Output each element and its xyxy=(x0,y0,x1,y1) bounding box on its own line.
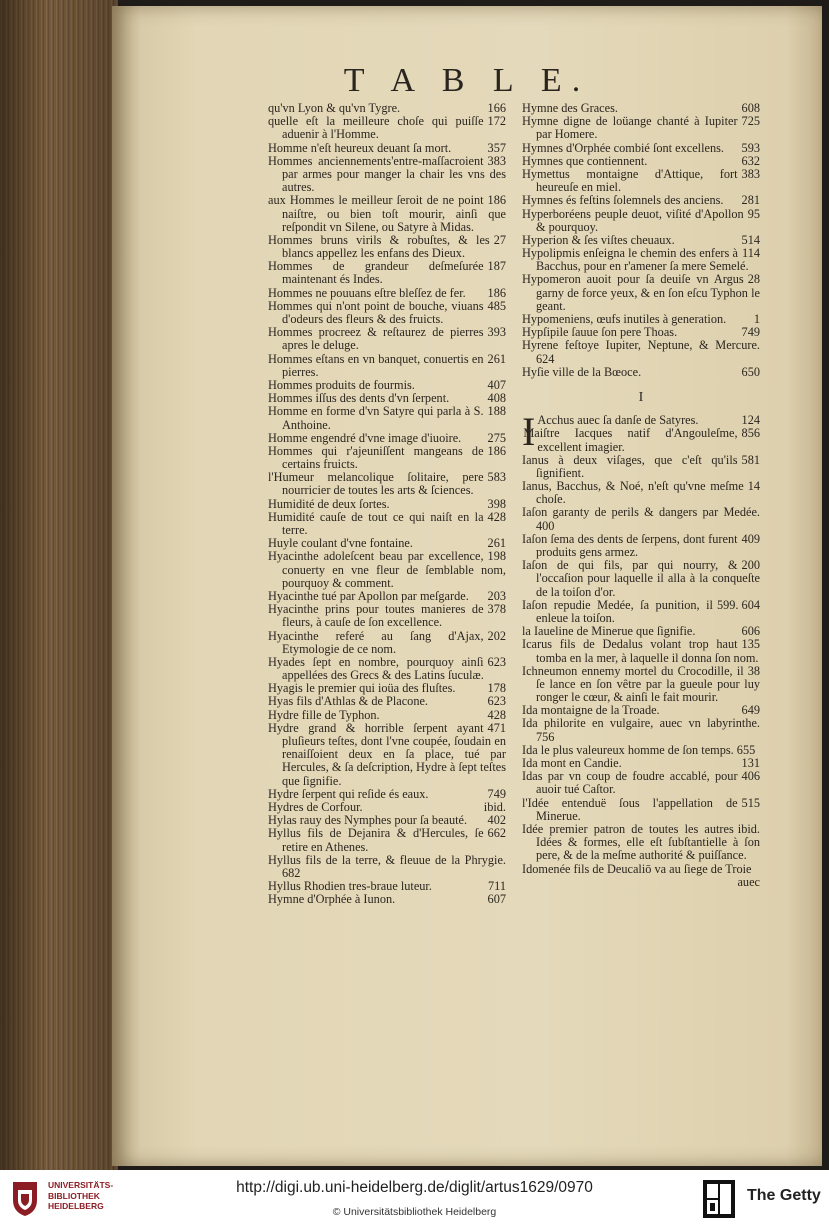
entry-page-number: 515 xyxy=(741,795,760,810)
index-entry xyxy=(522,366,760,379)
entry-text: Ida mont en Candie. xyxy=(522,756,622,770)
entry-text: Hymettus montaigne d'Attique, fort heureuſe en miel. xyxy=(522,166,738,195)
entry-page-number: 407 xyxy=(487,377,506,392)
entry-page-number: 28 xyxy=(747,272,760,287)
entry-page-number: 662 xyxy=(487,826,506,841)
entry-page-number: 649 xyxy=(741,703,760,718)
entry-text: Hommes produits de fourmis. xyxy=(268,377,415,392)
entry-page-number: 135 xyxy=(741,637,760,652)
index-entry xyxy=(268,234,506,260)
entry-text: Hyas fils d'Athlas & de Placone. xyxy=(268,694,428,709)
entry-text: Idée premier patron de toutes les autres Idées & formes, elle eſt ſubſtantielle à ſon pere, & de la meſme authorité & puiſſance. xyxy=(522,821,760,863)
entry-page-number: 606 xyxy=(741,624,760,639)
entry-page-number: 599. 604 xyxy=(716,597,760,612)
entry-text: qu'vn Lyon & qu'vn Tygre. xyxy=(268,101,401,115)
entry-text: Homme engendré d'vne image d'iuoire. xyxy=(268,430,462,445)
entry-text: Homme n'eſt heureux deuant ſa mort. xyxy=(268,140,452,155)
entry-text: Hypomeniens, œufs inutiles à generation. xyxy=(522,312,727,326)
index-entry xyxy=(522,427,760,453)
index-entry xyxy=(268,603,506,629)
entry-text: Hymne digne de loüange chanté à Iupiter par Homere. xyxy=(522,114,738,142)
index-entry xyxy=(268,260,506,286)
uni-name-line: UNIVERSITÄTS- xyxy=(48,1180,114,1190)
entry-page-number: 281 xyxy=(741,193,760,208)
entry-text: Hyacinthe adoleſcent beau par excellence, conuerty en vne fleur de ſemblable nom, pourquoy & comment. xyxy=(268,549,506,590)
index-entry xyxy=(268,630,506,656)
index-entry xyxy=(522,533,760,559)
entry-page-number: 261 xyxy=(487,351,506,366)
permalink-url[interactable]: http://digi.ub.uni-heidelberg.de/diglit/artus1629/0970 xyxy=(236,1179,593,1196)
entry-page-number: 166 xyxy=(487,101,506,115)
index-entry xyxy=(268,300,506,326)
index-entry xyxy=(268,511,506,537)
right-column xyxy=(522,102,760,889)
entry-text: Hyperboréens peuple deuot, viſité d'Apollon & pourquoy. xyxy=(522,206,744,234)
entry-text: Hymnes d'Orphée combié ſont excellens. xyxy=(522,140,724,155)
entry-page-number: 428 xyxy=(487,509,506,524)
entry-page-number: 749 xyxy=(487,786,506,801)
entry-page-number: 623 xyxy=(487,654,506,669)
section-letter-heading: I xyxy=(638,389,644,405)
entry-text: Huyle coulant d'vne fontaine. xyxy=(268,536,413,551)
section-entries xyxy=(522,427,760,875)
book-page-edges xyxy=(0,0,118,1170)
entry-text: Hypomeron auoit pour ſa deuiſe vn Argus garny de force yeux, & en ſon eſcu Typhon le geant. xyxy=(522,272,760,313)
entry-page-number: 711 xyxy=(488,879,506,894)
entry-text: Ichneumon ennemy mortel du Crocodille, il ſe lance en ſon vêtre par la gueule pour luy ronger le cœur, & ainſi le fait mourir. xyxy=(522,663,760,705)
index-entry xyxy=(268,445,506,471)
entry-text: Acchus auec ſa danſe de Satyres. xyxy=(537,413,699,428)
entry-text: Hydre grand & horrible ſerpent ayant pluſieurs teſtes, dont l'vne coupée, ſoudain en renaiſſoient deux en ſa place, tué par Hercules, & ſa deſcription, Hydre à ſept teſtes que ſignifie. xyxy=(268,720,506,788)
index-entry xyxy=(268,194,506,234)
entry-text: Iaſon de qui fils, par qui nourry, & l'occaſion pour laquelle il alla à la conqueſte de la toiſon d'or. xyxy=(522,558,760,599)
index-entry xyxy=(268,656,506,682)
entry-page-number: 131 xyxy=(741,756,760,770)
entry-page-number: 187 xyxy=(487,259,506,274)
entry-page-number: 188 xyxy=(487,404,506,419)
entry-text: Hymnes que contiennent. xyxy=(522,153,648,168)
index-entry xyxy=(268,405,506,431)
entry-page-number: 608 xyxy=(741,101,760,115)
entry-text: Hommes eſtans en vn banquet, conuertis en pierres. xyxy=(268,351,484,379)
entry-text: Hymne d'Orphée à Iunon. xyxy=(268,892,396,907)
entry-page-number: 14 xyxy=(747,479,760,494)
entry-text: Ida philorite en vulgaire, auec vn labyrinthe. 756 xyxy=(522,716,760,744)
index-entry xyxy=(522,717,760,743)
entry-text: Hommes qui n'ont point de bouche, viuans d'odeurs des fleurs & des fruicts. xyxy=(268,298,484,326)
entry-page-number: 357 xyxy=(487,140,506,155)
entry-text: Hypolipmis enſeigna le chemin des enfers à Bacchus, pour en r'amener ſa mere Semelé. xyxy=(522,246,749,274)
uni-name-line: BIBLIOTHEK xyxy=(48,1190,100,1201)
entry-text: Ida le plus valeureux homme de ſon temps. 655 xyxy=(522,742,756,757)
index-entry xyxy=(522,168,760,194)
index-entry xyxy=(522,863,760,876)
getty-logo-icon xyxy=(702,1179,736,1219)
entry-text: Hyrene feſtoye Iupiter, Neptune, & Mercure. 624 xyxy=(522,338,760,366)
entry-text: la Iaueline de Minerue que ſignifie. xyxy=(522,624,696,639)
uni-name-line: HEIDELBERG xyxy=(48,1201,104,1211)
entry-page-number: ibid. xyxy=(737,821,760,836)
index-entry xyxy=(268,854,506,880)
index-entry xyxy=(268,353,506,379)
entry-page-number: 38 xyxy=(747,663,760,678)
entry-text: Humidité cauſe de tout ce qui naiſt en la terre. xyxy=(268,509,484,537)
entry-text: Hyllus fils de la terre, & fleuue de la Phrygie. 682 xyxy=(268,852,506,880)
entry-page-number: 856 xyxy=(741,426,760,441)
entry-page-number: 198 xyxy=(487,549,506,564)
index-entry xyxy=(522,454,760,480)
entry-text: Hydre ſerpent qui reſide és eaux. xyxy=(268,786,429,801)
index-entry xyxy=(522,339,760,365)
entry-page-number: 583 xyxy=(487,470,506,485)
entry-text: Hommes qui r'ajeuniſſent mangeans de certains fruicts. xyxy=(268,443,484,472)
index-entry xyxy=(522,665,760,705)
entry-page-number: 186 xyxy=(487,193,506,208)
entry-page-number: 485 xyxy=(487,298,506,313)
entry-page-number: 514 xyxy=(741,232,760,247)
entry-text: Idas par vn coup de foudre accablé, pour auoir tué Caſtor. xyxy=(522,769,738,797)
entry-page-number: 275 xyxy=(487,430,506,445)
entry-page-number: 124 xyxy=(741,413,760,428)
index-entry xyxy=(522,599,760,625)
entry-text: Hommes anciennements'entre-maſſacroient par armes pour manger la chair les vns des autres. xyxy=(268,153,506,195)
entry-page-number: 581 xyxy=(741,452,760,467)
copyright-notice: © Universitätsbibliothek Heidelberg xyxy=(332,1206,497,1218)
entry-text: aux Hommes le meilleur ſeroit de ne point naiſtre, ou bien toſt mourir, ainſi que reſpondit vn Silene, ou Satyre à Midas. xyxy=(268,193,506,234)
index-entry xyxy=(522,638,760,664)
index-entry xyxy=(522,208,760,234)
dropcap-initial: I xyxy=(522,409,536,455)
entry-text: Hylas rauy des Nymphes pour ſa beauté. xyxy=(268,813,468,828)
entry-text: l'Idée entenduë ſous l'appellation de Minerue. xyxy=(522,795,738,823)
entry-page-number: 428 xyxy=(487,707,506,722)
entry-text: Ida montaigne de la Troade. xyxy=(522,703,660,718)
entry-page-number: 172 xyxy=(487,114,506,129)
entry-text: Hydre fille de Typhon. xyxy=(268,707,380,722)
entry-page-number: 95 xyxy=(747,206,760,221)
getty-name: The Getty xyxy=(747,1187,821,1204)
book-page xyxy=(112,6,822,1166)
index-entry xyxy=(522,247,760,273)
entry-text: Hyllus Rhodien tres-braue luteur. xyxy=(268,879,432,894)
catchword: auec xyxy=(737,874,760,889)
entry-page-number: 725 xyxy=(741,114,760,129)
entry-text: Hommes bruns virils & robuſtes, & les blancs appellez les enfans des Dieux. xyxy=(268,232,490,261)
entry-page-number: 203 xyxy=(487,588,506,603)
entry-page-number: 471 xyxy=(487,720,506,735)
entry-text: l'Humeur melancolique ſolitaire, pere nourricier de toutes les arts & ſciences. xyxy=(268,470,484,498)
entry-page-number: 114 xyxy=(742,246,760,261)
entry-page-number: 178 xyxy=(487,681,506,696)
entry-text: Hymne des Graces. xyxy=(522,101,618,115)
entry-text: Hypſipile ſauue ſon pere Thoas. xyxy=(522,325,678,340)
index-entry xyxy=(522,273,760,313)
entry-page-number: 632 xyxy=(741,153,760,168)
entry-page-number: 27 xyxy=(493,232,506,247)
entry-text: Iaſon repudie Medée, ſa punition, il enleue la toiſon. xyxy=(522,597,713,625)
entry-text: Hyllus fils de Dejanira & d'Hercules, ſe retire en Athenes. xyxy=(268,826,484,854)
entry-page-number: 186 xyxy=(487,285,506,300)
entry-text: Iaſon ſema des dents de ſerpens, dont furent produits gens armez. xyxy=(522,531,738,559)
entry-text: Idomenée fils de Deucaliō va au ſiege de Troie xyxy=(522,861,752,876)
entry-text: Hyſie ville de la Bœoce. xyxy=(522,364,642,379)
entry-page-number: 393 xyxy=(487,325,506,340)
entry-text: Ianus à deux viſages, que c'eſt qu'ils ſignifient. xyxy=(522,452,738,480)
entry-text: Hyades ſept en nombre, pourquoy ainſi appellées des Grecs & des Latins ſuculæ. xyxy=(268,654,484,683)
entry-page-number: 607 xyxy=(487,892,506,907)
entry-text: Iaſon garanty de perils & dangers par Medée. 400 xyxy=(522,505,760,533)
entry-page-number: 623 xyxy=(487,694,506,709)
entry-page-number: ibid. xyxy=(483,799,506,814)
entry-text: Hommes de grandeur deſmeſurée maintenant és Indes. xyxy=(268,259,484,287)
index-entry xyxy=(268,893,506,906)
entry-text: Hyagis le premier qui ioüa des fluſtes. xyxy=(268,681,456,696)
entry-text: Hommes iſſus des dents d'vn ſerpent. xyxy=(268,391,450,406)
index-entry xyxy=(268,326,506,352)
index-entry xyxy=(522,797,760,823)
index-entry xyxy=(522,480,760,506)
entry-text: Hydres de Corfour. xyxy=(268,799,363,814)
index-entry xyxy=(522,770,760,796)
index-entry xyxy=(522,559,760,599)
entry-page-number: 261 xyxy=(487,536,506,551)
viewer-footer xyxy=(0,1170,829,1229)
entry-page-number: 402 xyxy=(487,813,506,828)
entry-text: Icarus fils de Dedalus volant trop haut tomba en la mer, à laquelle il donna ſon nom. xyxy=(522,637,759,665)
entry-page-number: 1 xyxy=(753,312,760,326)
entry-page-number: 593 xyxy=(741,140,760,155)
entry-text: Hymnes és feſtins ſolemnels des anciens. xyxy=(522,193,724,208)
entry-page-number: 200 xyxy=(741,558,760,573)
entry-text: Hommes ne pouuans eſtre bleſſez de fer. xyxy=(268,285,466,300)
entry-page-number: 409 xyxy=(741,531,760,546)
entry-text: Maiſtre Iacques natif d'Angouleſme, excellent imagier. xyxy=(523,426,738,454)
index-entry xyxy=(268,827,506,853)
index-entry xyxy=(268,471,506,497)
entry-text: Homme en forme d'vn Satyre qui parla à S. Anthoine. xyxy=(268,404,484,432)
index-entry xyxy=(522,115,760,141)
entry-page-number: 202 xyxy=(487,628,506,643)
entry-page-number: 186 xyxy=(487,443,506,458)
entry-page-number: 398 xyxy=(487,496,506,511)
entry-text: Hyacinthe prins pour toutes manieres de fleurs, à cauſe de ſon excellence. xyxy=(268,602,484,630)
page-title: T A B L E. xyxy=(343,62,591,99)
index-entry xyxy=(268,115,506,141)
entry-text: Hyacinthe referé au ſang d'Ajax, Etymologie de ce nom. xyxy=(268,628,484,656)
index-entry xyxy=(522,506,760,532)
index-entry xyxy=(268,155,506,195)
entry-page-number: 378 xyxy=(487,602,506,617)
entry-page-number: 650 xyxy=(741,364,760,379)
entry-page-number: 383 xyxy=(741,166,760,181)
entry-page-number: 383 xyxy=(487,153,506,168)
entry-text: quelle eſt la meilleure choſe qui puiſſe aduenir à l'Homme. xyxy=(268,114,484,142)
entry-text: Hommes procreez & reſtaurez de pierres apres le deluge. xyxy=(268,325,484,353)
entry-page-number: 749 xyxy=(741,325,760,340)
entry-text: Hyperion & ſes viſtes cheuaux. xyxy=(522,232,675,247)
right-column-entries xyxy=(522,102,760,379)
entry-text: Hyacinthe tué par Apollon par meſgarde. xyxy=(268,588,469,603)
index-entry xyxy=(522,823,760,863)
index-entry xyxy=(268,722,506,788)
entry-text: Humidité de deux ſortes. xyxy=(268,496,390,511)
index-entry xyxy=(268,550,506,590)
entry-page-number: 406 xyxy=(741,769,760,784)
left-column xyxy=(268,102,506,906)
entry-page-number: 408 xyxy=(487,391,506,406)
entry-text: Ianus, Bacchus, & Noé, n'eſt qu'vne meſme choſe. xyxy=(522,479,744,507)
